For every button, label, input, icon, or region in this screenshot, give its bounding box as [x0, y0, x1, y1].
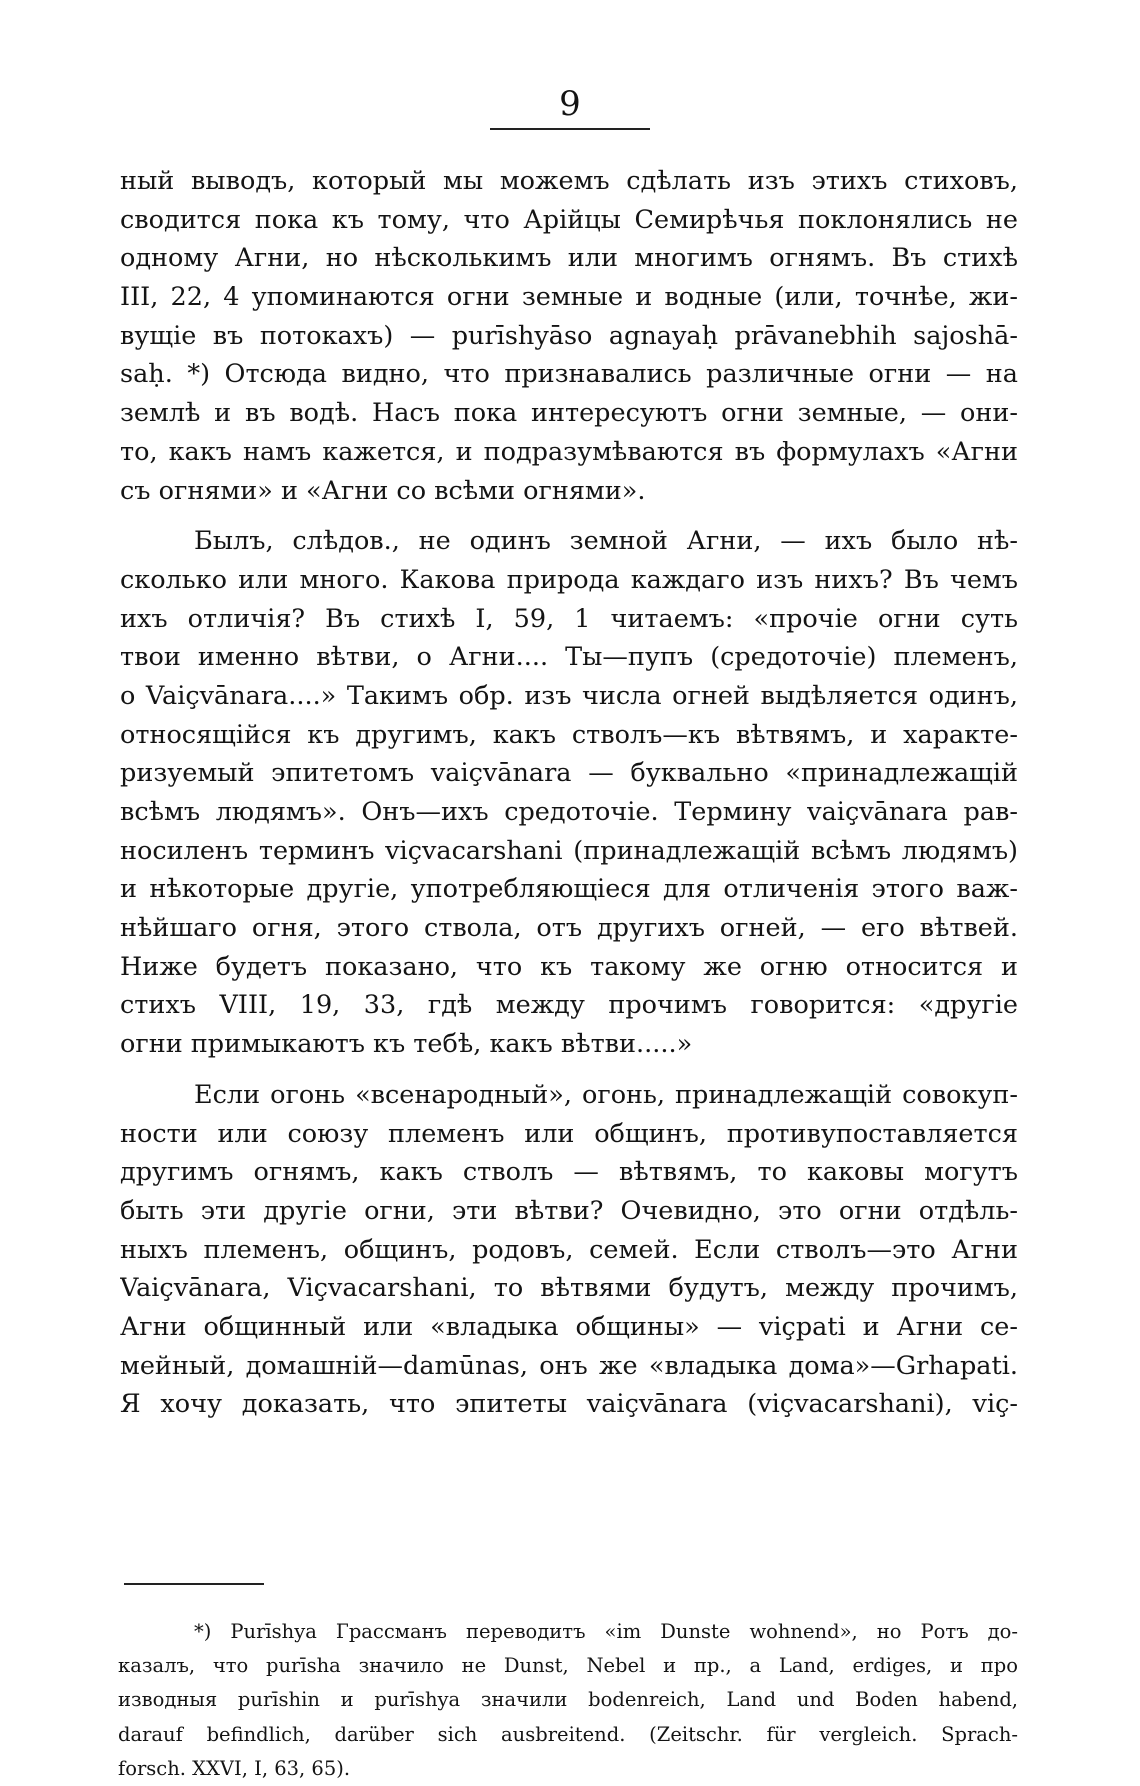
- footnote-rule: [124, 1583, 264, 1585]
- text-line: III, 22, 4 упоминаются огни земные и водные (или, точнѣе, жи-: [120, 282, 1018, 313]
- text-line: Былъ, слѣдов., не одинъ земной Агни, — ихъ было нѣ-: [194, 526, 1018, 557]
- text-line: сколько или много. Какова природа каждаго изъ нихъ? Въ чемъ: [120, 564, 1018, 595]
- footnotes: [118, 1615, 1018, 1786]
- text-line: ихъ отличія? Въ стихѣ I, 59, 1 читаемъ: «прочіе огни суть: [120, 603, 1018, 634]
- paragraph-2: [120, 522, 1018, 1064]
- text-line: Я хочу доказать, что эпитеты vaiçvānara (viçvacarshani), viç-: [120, 1389, 1018, 1420]
- footnote-line: darauf befindlich, darüber sich ausbreitend. (Zeitschr. für vergleich. Sprach-: [118, 1722, 1018, 1746]
- text-line: и нѣкоторые другіе, употребляющіеся для отличенія этого важ-: [120, 874, 1018, 905]
- footnote-line: *) Purīshya Грассманъ переводитъ «im Dunste wohnend», но Ротъ до-: [194, 1620, 1018, 1643]
- text-line: мейный, домашній—damūnas, онъ же «владыка дома»—Grhapati.: [120, 1350, 1018, 1381]
- text-line: ности или союзу племенъ или общинъ, противупоставляется: [120, 1118, 1018, 1149]
- text-line: вущіе въ потокахъ) — purīshyāso agnayaḥ prāvanebhih sajoshā-: [120, 320, 1018, 351]
- paragraph-3: [120, 1076, 1018, 1424]
- text-line: быть эти другіе огни, эти вѣтви? Очевидно, это огни отдѣль-: [120, 1195, 1018, 1226]
- text-line: saḥ. *) Отсюда видно, что признавались различные огни — на: [120, 359, 1018, 390]
- text-line: стихъ VIII, 19, 33, гдѣ между прочимъ говорится: «другіе: [120, 990, 1018, 1021]
- text-line: всѣмъ людямъ». Онъ—ихъ средоточіе. Термину vaiçvānara рав-: [120, 797, 1018, 827]
- text-line: нѣйшаго огня, этого ствола, отъ другихъ огней, — его вѣтвей.: [120, 913, 1018, 944]
- text-line: съ огнями» и «Агни со всѣми огнями».: [120, 475, 646, 506]
- text-line: Агни общинный или «владыка общины» — viçpati и Агни се-: [120, 1311, 1018, 1342]
- page-number: 9: [559, 84, 581, 124]
- page-number-rule: [490, 128, 650, 130]
- text-line: Если огонь «всенародный», огонь, принадлежащій совокуп-: [194, 1079, 1018, 1110]
- text-line: относящійся къ другимъ, какъ стволъ—къ вѣтвямъ, и характе-: [120, 719, 1018, 750]
- text-line: твои именно вѣтви, о Агни.... Ты—пупъ (средоточіе) племенъ,: [120, 642, 1018, 673]
- text-line: огни примыкаютъ къ тебѣ, какъ вѣтви.....»: [120, 1029, 693, 1060]
- text-line: другимъ огнямъ, какъ стволъ — вѣтвямъ, то каковы могутъ: [120, 1157, 1018, 1188]
- text-line: ный выводъ, который мы можемъ сдѣлать изъ этихъ стиховъ,: [120, 166, 1018, 196]
- text-line: Vaiçvānara, Viçvacarshani, то вѣтвями будутъ, между прочимъ,: [120, 1273, 1018, 1304]
- text-line: одному Агни, но нѣсколькимъ или многимъ огнямъ. Въ стихѣ: [120, 243, 1018, 274]
- text-line: ныхъ племенъ, общинъ, родовъ, семей. Если стволъ—это Агни: [120, 1234, 1018, 1265]
- text-line: то, какъ намъ кажется, и подразумѣваются въ формулахъ «Агни: [120, 436, 1018, 467]
- footnote-line: forsch. XXVI, I, 63, 65).: [118, 1756, 351, 1780]
- text-line: землѣ и въ водѣ. Насъ пока интересуютъ огни земные, — они-: [120, 398, 1018, 429]
- text-line: носиленъ терминъ viçvacarshani (принадлежащій всѣмъ людямъ): [120, 835, 1018, 866]
- body-text: [120, 162, 1018, 1424]
- text-line: сводится пока къ тому, что Арійцы Семирѣчья поклонялись не: [120, 204, 1018, 235]
- text-line: о Vaiçvānara....» Такимъ обр. изъ числа огней выдѣляется одинъ,: [120, 680, 1018, 711]
- text-line: ризуемый эпитетомъ vaiçvānara — буквально «принадлежащій: [120, 758, 1018, 789]
- footnote-line: изводныя purīshin и purīshya значили bodenreich, Land und Boden habend,: [118, 1688, 1018, 1712]
- paragraph-1: [120, 162, 1018, 510]
- footnote-line: казалъ, что purīsha значило не Dunst, Nebel и пр., а Land, erdiges, и про: [118, 1654, 1018, 1678]
- text-line: Ниже будетъ показано, что къ такому же огню относится и: [120, 951, 1018, 982]
